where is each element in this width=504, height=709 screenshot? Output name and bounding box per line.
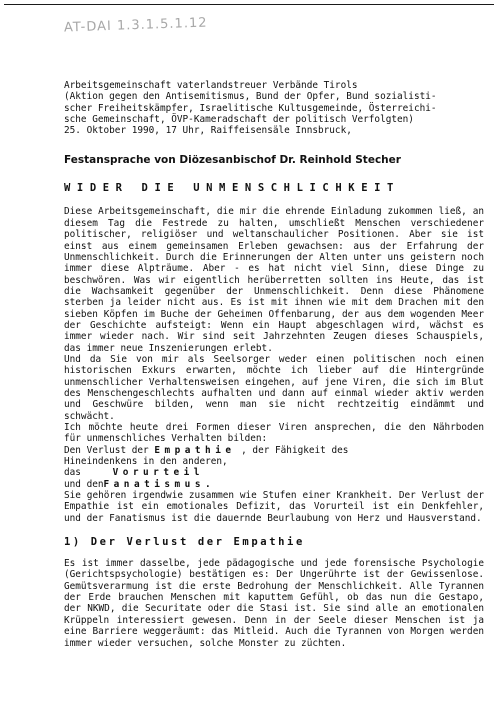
paragraph: Sie gehören irgendwie zusammen wie Stufen einer Krankheit. Der Verlust der Empathie ist ein emotionales Defizit, das Vorurteil ist ein Denkfehler, und der Fanatismus ist die dauernde Beurlaubung von Herz und Hausverstand.: [64, 490, 484, 524]
speech-body: [64, 206, 484, 524]
header-line: sche Gemeinschaft, ÖVP-Kameradschaft der politisch Verfolgten): [64, 113, 414, 125]
speech-title: Festansprache von Diözesanbischof Dr. Reinhold Stecher: [64, 154, 401, 167]
section-heading: 1) Der Verlust der Empathie: [64, 536, 305, 549]
paragraph: Und da Sie von mir als Seelsorger weder einen politischen noch einen historischen Exkurs erwarten, möchte ich lieber auf die Hintergründe unmenschlicher Verhaltensweisen eingehen, auf jene Viren, die sich im Blut des Menschengeschlechts aufhalten und dann auf einmal wieder aktiv werden und Geschwüre bilden, wenn man sie nicht rechtzeitig eindämmt und schwächt.: [64, 353, 484, 422]
list-item-continuation: Hineindenkens in den anderen,: [64, 456, 228, 468]
header-line: (Aktion gegen den Antisemitismus, Bund der Opfer, Bund sozialisti-: [64, 91, 437, 103]
term-fanatismus: Fanatismus.: [103, 478, 216, 490]
header-line: 25. Oktober 1990, 17 Uhr, Raiffeisensäle Innsbruck,: [64, 125, 352, 137]
list-item-vorurteil: das Vorurteil: [64, 467, 204, 479]
list-item-fanatismus: und denFanatismus.: [64, 478, 216, 490]
paragraph: Diese Arbeitsgemeinschaft, die mir die ehrende Einladung zukommen ließ, an diesem Tag die Festrede zu halten, umschließt Menschen verschiedener politischer, religiöser und weltanschaulicher Positionen. Aber sie ist einst aus einem gemeinsamen Erleben gewachsen: aus der Erfahrung der Unmenschlichkeit. Durch die Erinnerungen der Alten unter uns geistern noch immer diese Alpträume. Aber - es hat nicht viel Sinn, diese Dinge zu beschwören. Was wir eigentlich herüberretten sollten ins Heute, das ist die Wachsamkeit gegenüber der Unmenschlichkeit. Denn diese Phänomene sterben ja leider nicht aus. Es ist mit ihnen wie mit dem Drachen mit den sieben Köpfen im Buche der Geheimen Offenbarung, der aus dem wogenden Meer der Geschichte aufsteigt: Wenn ein Haupt abgeschlagen wird, wächst es immer wieder nach. Wir sind seit Jahrzehnten Zeugen dieses Schauspiels, das immer neue Inszenierungen erlebt.: [64, 206, 484, 354]
section-body: [64, 558, 484, 649]
term-empathie: Empathie: [154, 444, 236, 456]
paragraph: Ich möchte heute drei Formen dieser Viren ansprechen, die den Nährboden für unmenschliches Verhalten bilden:: [64, 422, 484, 445]
header-line: scher Freiheitskämpfer, Israelitische Kultusgemeinde, Österreichi-: [64, 102, 437, 114]
top-border-line: [4, 4, 494, 5]
paragraph: Es ist immer dasselbe, jede pädagogische und jede forensische Psychologie (Gerichtspsychologie) bestätigen es: Der Ungerührte ist der Gewissenlose. Gemütsverarmung ist die erste Bedrohung der Menschlichkeit. Alle Tyrannen der Erde brauchen Menschen mit kaputtem Gefühl, ob das nun die Gestapo, der NKWD, die Securitate oder die Stasi ist. Sie sind alle an emotionalen Krüppeln interessiert gewesen. Denn in der Seele dieser Menschen ist ja eine Barriere weggeräumt: das Mitleid. Auch die Tyrannen von Morgen werden immer wieder versuchen, solche Monster zu züchten.: [64, 558, 484, 649]
header-line: Arbeitsgemeinschaft vaterlandstreuer Verbände Tirols: [64, 80, 358, 91]
event-header: [64, 80, 484, 136]
term-vorurteil: Vorurteil: [112, 467, 204, 479]
archive-stamp: AT-DAI 1.3.1.5.1.12: [63, 15, 208, 36]
document-page: [64, 80, 484, 649]
main-heading: WIDER DIE UNMENSCHLICHKEIT: [64, 182, 400, 195]
list-item-empathie: Den Verlust der Empathie , der Fähigkeit des: [64, 444, 349, 456]
